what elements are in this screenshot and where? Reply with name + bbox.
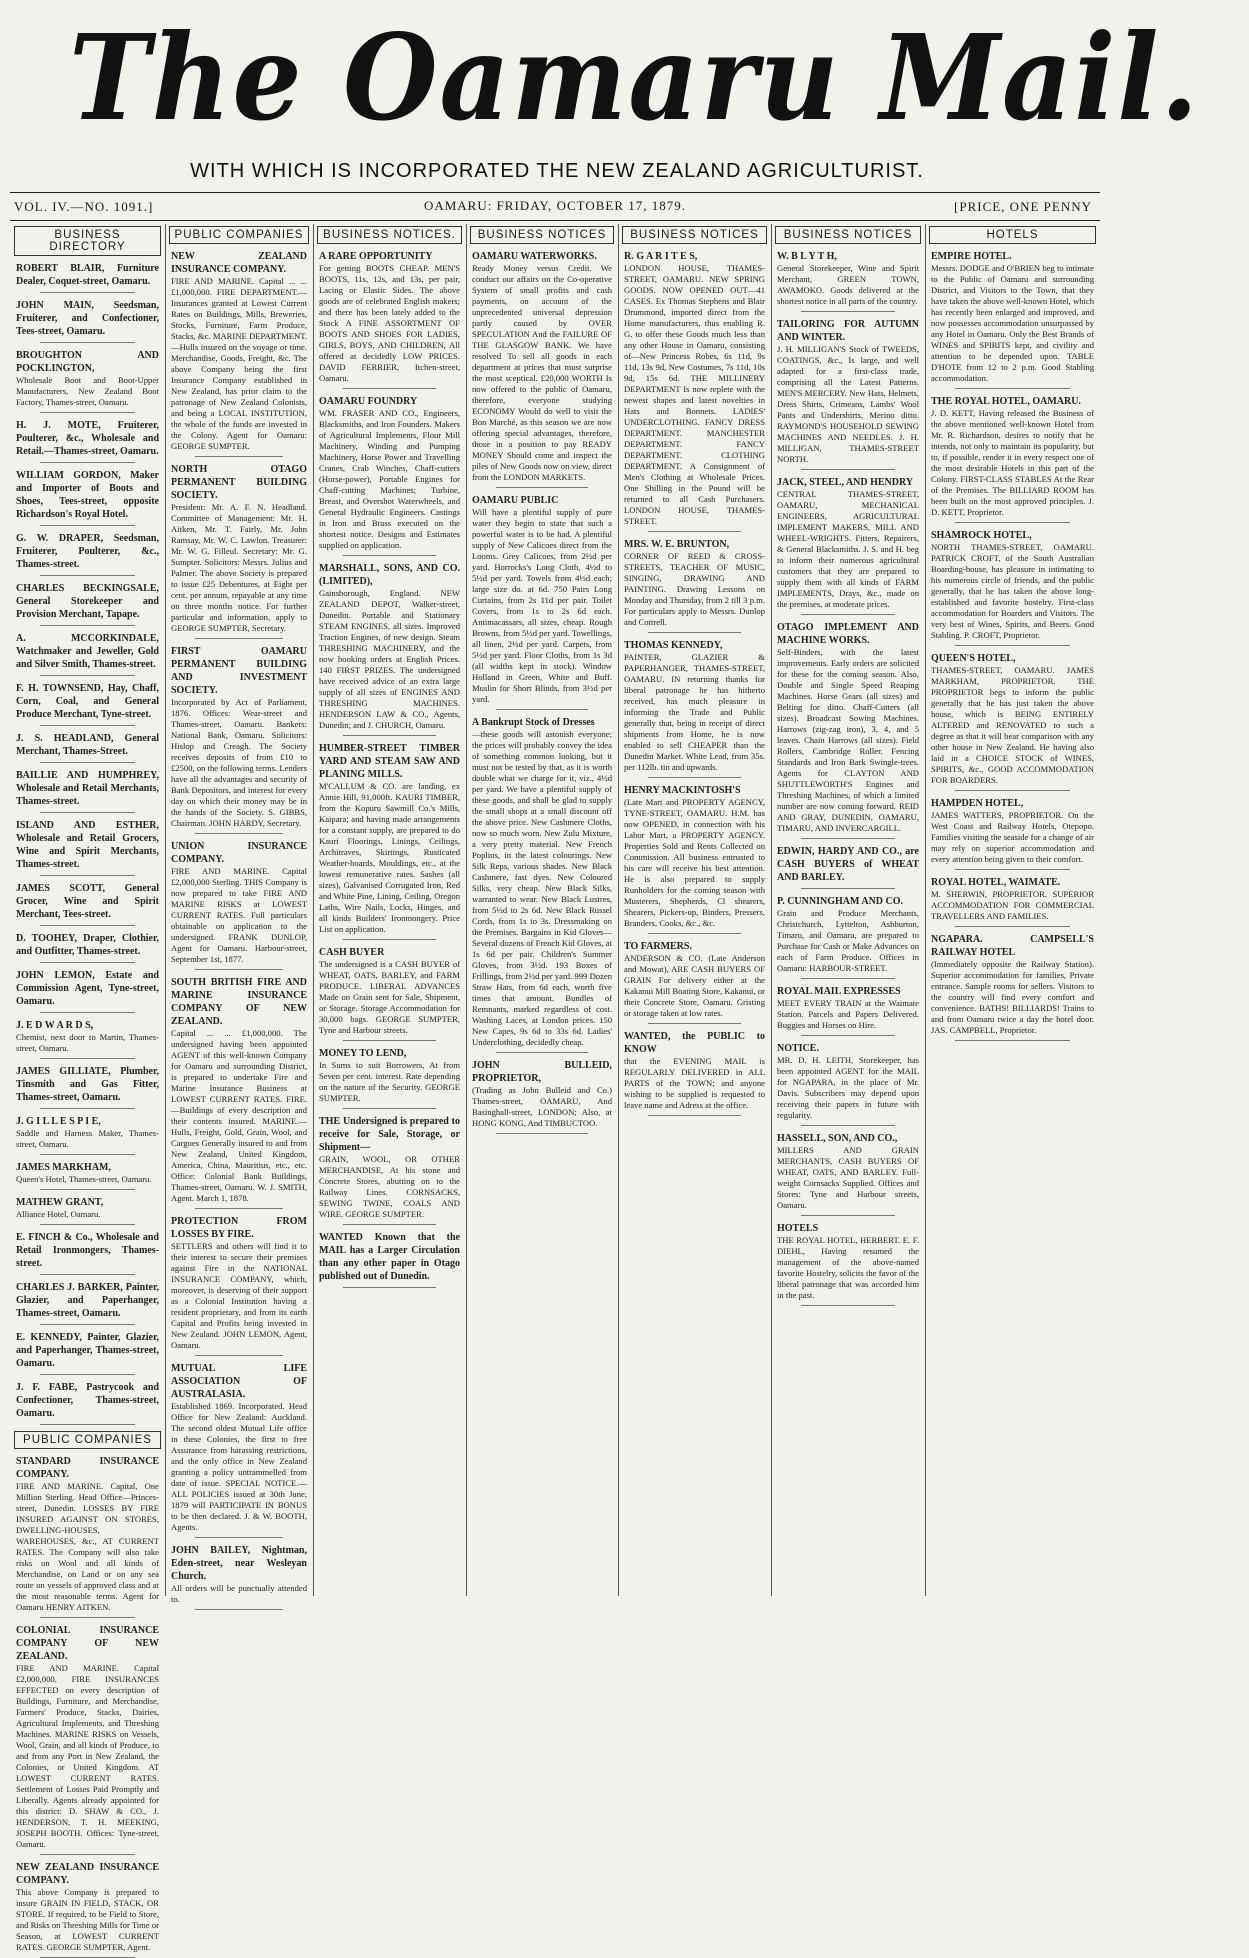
advertisement-divider xyxy=(343,1040,436,1041)
advertisement xyxy=(771,1042,925,1126)
advertisement-body: Wholesale Boot and Boot-Upper Manufacturers, New Zealand Boot Factory, Thames-street, Oamaru. xyxy=(16,375,159,407)
rule-top xyxy=(10,192,1100,193)
advertisement-body: President: Mr. A. F. N. Headland. Committee of Management: Mr. H. Aitken, Mr. T. Fairly, Mr. John Ramsay, Mr. W. C. Lawlon. Treasurer: Mr. W. G. Filleul. Secretary: Mr. G. Sumpter. Solicitors: Messrs. Julius and Palmer. The above Society is prepared to issue £25 Debentures, at Eight per cent. per annum, repayable at any time on three months notice. For further particular and information, apply to GEORGE SUMPTER, Secretary. xyxy=(171,502,307,633)
advertisement-title: JAMES SCOTT, General Grocer, Wine and Spirit Merchant, Tees-street. xyxy=(16,883,159,920)
column-5 xyxy=(618,224,772,1596)
advertisement-divider xyxy=(195,1208,283,1209)
advertisement-title: WILLIAM GORDON, Maker and Importer of Boots and Shoes, Tees-street, opposite Richardson's Royal Hotel. xyxy=(16,470,159,520)
advertisement-title: E. KENNEDY, Painter, Glazier, and Paperhanger, Thames-street, Oamaru. xyxy=(16,1332,159,1369)
advertisement-body: PAINTER, GLAZIER & PAPERHANGER, THAMES-STREET, OAMARU. IN returning thanks for liberal patronage he has hitherto received, has much pleasure in informing the Trade and Public generally that, being in receipt of direct shipments from Home, he is now enabled to sell CHEAPER than the Dunedin Market. White Lead, from 35s. per 112lb. tin and upwards. xyxy=(624,652,765,772)
advertisement-title: CASH BUYER xyxy=(319,947,385,958)
advertisement xyxy=(10,1161,165,1190)
advertisement-divider xyxy=(801,1125,895,1126)
column-heading: PUBLIC COMPANIES xyxy=(169,226,309,244)
advertisement xyxy=(10,299,165,343)
column-7 xyxy=(925,224,1100,1596)
advertisement xyxy=(165,1544,313,1610)
advertisement-title: QUEEN'S HOTEL, xyxy=(931,653,1016,664)
advertisement-body: JAMES WATTERS, PROPRIETOR. On the West Coast and Railway Hotels, Otepopo. Families visiting the seaside for a change of air may rely on superior accommodation and every attention being given to their comfort. xyxy=(931,810,1094,864)
column-6 xyxy=(771,224,926,1596)
advertisement-title: A Bankrupt Stock of Dresses xyxy=(472,717,595,728)
advertisement-title: JOHN BAILEY, Nightman, Eden-street, near Wesleyan Church. xyxy=(171,1545,307,1582)
advertisement-divider xyxy=(648,1115,741,1116)
dateline xyxy=(10,196,1100,218)
advertisement xyxy=(10,1381,165,1425)
advertisement-body: Messrs. DODGE and O'BRIEN beg to intimate to the Public of Oamaru and surrounding District, and Visitors to the Town, that they have taken the above well-known Hotel, which has recently been enlarged and improved, and now possesses accommodation unsurpassed by any Hotel in Oamaru. Only the Best Brands of WINES and SPIRITS kept, and civility and attention to be depended upon. TABLE D'HOTE from 12 to 2 p.m. Good Stabling accommodation. xyxy=(931,263,1094,383)
advertisement xyxy=(165,463,313,639)
advertisement-body: Chemist, next door to Martin, Thames-street, Oamaru. xyxy=(16,1032,159,1053)
advertisement-body: Self-Binders, with the latest improvements. Early orders are solicited for these for the coming season. Also, Double and Single Speed Reaping Machines. Horse Gears (all sizes) and Belting for ditto. Chaff-Cutters (all sizes). Broadcast Sowing Machines. Harrows (zig-zag iron), 3, 4, and 5 leaves. Chain Harrows (all sizes). Field Rollers, Cambridge Roller. Fencing Standards and Iron Bark Swingle-trees. Agents for CLAYTON AND SHUTTLEWORTH'S Engines and Threshing Machines, of which a limited number are now coming forward. REID AND GRAY, DUNEDIN, OAMARU, TIMARU, AND INVERCARGILL. xyxy=(777,647,919,833)
advertisement-body: All orders will be punctually attended to. xyxy=(171,1583,307,1604)
advertisement-body: GRAIN, WOOL, OR OTHER MERCHANDISE, At his stone and Concrete Stores, abutting on to the Railway Lines. CORNSACKS, SEWING TWINE, COALS AND WIRE. GEORGE SUMPTER. xyxy=(319,1154,460,1219)
advertisement-divider xyxy=(343,1108,436,1109)
advertisement-divider xyxy=(955,388,1070,389)
advertisement-divider xyxy=(40,675,135,676)
advertisement-title: A RARE OPPORTUNITY xyxy=(319,251,433,262)
advertisement-divider xyxy=(801,469,895,470)
advertisement-divider xyxy=(40,725,135,726)
advertisement-divider xyxy=(40,1108,135,1109)
advertisement-divider xyxy=(40,575,135,576)
advertisement-body: This above Company is prepared to insure GRAIN IN FIELD, STACK, OR STORE. If required, to be Field to Store, and Risks on Threshing Mills for Time or Season, at LOWEST CURRENT RATES. GEORGE SUMPTER, Agent. xyxy=(16,1887,159,1952)
column-2 xyxy=(165,224,314,1604)
advertisement-title: J. G I L L E S P I E, xyxy=(16,1116,101,1127)
advertisement xyxy=(925,395,1100,523)
advertisement-divider xyxy=(801,888,895,889)
advertisement-title: ISLAND AND ESTHER, Wholesale and Retail Grocers, Wine and Spirit Merchants, Thames-street. xyxy=(16,820,159,870)
advertisement-body: FIRE AND MARINE. Capital, One Million Sterling. Head Office—Princes-street, Dunedin. LOSSES BY FIRE INSURED AGAINST ON STORES, DWELLING-HOUSES, WAREHOUSES, &c., AT CURRENT RATES. The Company will also take risks on Wool and all kinds of Merchandise, on Land or on any sea route on vessels of approved class and at the most reasonable terms. Agent for Oamaru HENRY AITKEN. xyxy=(16,1481,159,1612)
advertisement xyxy=(10,1115,165,1155)
advertisement-body: FIRE AND MARINE. Capital £2,000,000 Sterling. THIS Company is now prepared to take FIRE AND MARINE RISKS at LOWEST CURRENT RATES. Full particulars obtainable on application to the undersigned. FRANK DUNLOP, Agent for Oamaru. Harbour-street, September 1st, 1877. xyxy=(171,866,307,964)
advertisement-title: MARSHALL, SONS, AND CO. (LIMITED), xyxy=(319,563,460,587)
advertisement xyxy=(313,742,466,940)
advertisement-divider xyxy=(40,1374,135,1375)
advertisement-body: (Late Mart and PROPERTY AGENCY, TYNE-STREET, OAMARU. H.M. has now OPENED, in connection with his Labor Mart, a PROPERTY AGENCY. Properties Sold and Rents Collected on Commission. All business entrusted to his care will receive his best attention. He is also prepared to supply Runholders for the coming season with Musterers, Shepherds, Cl shearers, Shearers, Pickers-up, Binders, Pressers, Branders, Cooks, &c., &c. xyxy=(624,797,765,928)
advertisement-divider xyxy=(496,1133,588,1134)
advertisement-body: Incorporated by Act of Parliament, 1876. Offices: Wear-street and Thames-street, Oamaru. Bankers: National Bank, Oamaru. Solicitors: Hislop and Creagh. The Society receives deposits of from £10 to £2500, on the following terms. Lenders have all the advantages and security of Bank Depositors, and interest for every day on which their money may be in the hands of the Society. S. GIBBS, Chairman. JOHN HARDY, Secretary. xyxy=(171,697,307,828)
advertisement xyxy=(771,250,925,312)
advertisement-title: NEW ZEALAND INSURANCE COMPANY. xyxy=(16,1862,159,1886)
advertisement-divider xyxy=(955,522,1070,523)
advertisement xyxy=(10,632,165,676)
advertisement-title: HUMBER-STREET TIMBER YARD AND STEAM SAW AND PLANING MILLS. xyxy=(319,743,460,780)
advertisement-divider xyxy=(955,926,1070,927)
advertisement-divider xyxy=(40,525,135,526)
advertisement-body: Saddle and Harness Maker, Thames-street, Oamaru. xyxy=(16,1128,159,1149)
advertisement-title: SHAMROCK HOTEL, xyxy=(931,530,1032,541)
advertisement-divider xyxy=(40,812,135,813)
advertisement-divider xyxy=(195,1537,283,1538)
advertisement-divider xyxy=(648,777,741,778)
advertisement-title: F. H. TOWNSEND, Hay, Chaff, Corn, Coal, and General Produce Merchant, Tyne-street. xyxy=(16,683,159,720)
advertisement-body: FIRE AND MARINE. Capital ... ... £1,000,000. FIRE DEPARTMENT.—Insurances granted at Lowest Current Rates on Buildings, Mills, Breweries, Stocks, Furniture, Farm Produce, Stacks, &c. MARINE DEPARTMENT.—Hulls insured on the voyage or time. Merchandise, Goods, Freight, &c. The above Company being the first Insurance Company established in New Zealand, has prior claim to the patronage of New Zealand Colonists, and being a LOCAL INSTITUTION, the whole of the funds are invested in the Colony. Agent for Oamaru: GEORGE SUMPTER. xyxy=(171,276,307,451)
advertisement-divider xyxy=(40,412,135,413)
advertisement-title: JOHN LEMON, Estate and Commission Agent, Tyne-street, Oamaru. xyxy=(16,970,159,1007)
advertisement-title: CHARLES BECKINGSALE, General Storekeeper and Provision Merchant, Tapape. xyxy=(16,583,159,620)
advertisement-title: CHARLES J. BARKER, Painter, Glazier, and Paperhanger, Thames-street, Oamaru. xyxy=(16,1282,159,1319)
column-1 xyxy=(10,224,166,1952)
masthead-subtitle: WITH WHICH IS INCORPORATED THE NEW ZEALAND AGRICULTURIST. xyxy=(190,160,924,182)
advertisement xyxy=(771,1132,925,1216)
advertisement-divider xyxy=(955,790,1070,791)
advertisement-title: NORTH OTAGO PERMANENT BUILDING SOCIETY. xyxy=(171,464,307,501)
advertisement-divider xyxy=(40,1324,135,1325)
advertisement xyxy=(618,250,771,532)
advertisement xyxy=(10,769,165,813)
advertisement-divider xyxy=(801,978,895,979)
advertisement-divider xyxy=(40,1189,135,1190)
advertisement-body: MILLERS AND GRAIN MERCHANTS, CASH BUYERS OF WHEAT, OATS, AND BARLEY. Full-weight Cornsacks Supplied. Offices and Stores: Tyne and Harbour streets, Oamaru. xyxy=(777,1145,919,1210)
advertisement-title: THOMAS KENNEDY, xyxy=(624,640,723,651)
advertisement-title: HENRY MACKINTOSH'S xyxy=(624,785,741,796)
advertisement-title: MUTUAL LIFE ASSOCIATION OF AUSTRALASIA. xyxy=(171,1363,307,1400)
advertisement xyxy=(10,1331,165,1375)
advertisement xyxy=(10,582,165,626)
advertisement-title: WANTED Known that the MAIL has a Larger Circulation than any other paper in Otago published out of Dunedin. xyxy=(319,1232,460,1282)
advertisement-divider xyxy=(343,1287,436,1288)
advertisement-body: —these goods will astonish everyone; the prices will probably convey the idea of something common looking, but it must not be tested by that, as it is worth double what we charge for it, viz., 4½d per yard. We have a plentiful supply of these goods, and shall be glad to supply the small shops at a small discount off the above price. New Cashmere Cloths, now so much worn. New Zulu Mixture, a very pretty material. New French Poplins, in the latest colourings. New Silk Reps, various shades. New Black Cashmere, fast dyes. New Coloured Silks, very cheap. New Black Silks, warranted to wear. New Black Lustres, from 5½d to 2s 6d. New Black Russel Cords, from 1s to 3s. Dressmaking on the Premises. Bargains in Kid Gloves—Several dozens of French Kid Gloves, at 1s 6d per pair. Children's Summer Gloves, from 3½d. 193 Boxes of Frillings, from 2½d per yard. 999 Dozen Straw Hats, from 6d each, worth five times that amount. Bundles of Remnants, marked regardless of cost. Washing Laces, at London prices. 150 New Capes, 9s 6d to 33s 6d. Ladies' Underclothing, decidedly cheap. xyxy=(472,729,612,1047)
advertisement xyxy=(313,1047,466,1109)
advertisement-body: General Storekeeper, Wine and Spirit Merchant, GREEN TOWN, AWAMOKO. Goods delivered at the shortest notice in all parts of the country. xyxy=(777,263,919,306)
advertisement xyxy=(10,969,165,1013)
column-heading: BUSINESS NOTICES xyxy=(622,226,767,244)
advertisement-divider xyxy=(40,1224,135,1225)
advertisement xyxy=(10,349,165,413)
advertisement-body: J. D. KETT, Having released the Business of the above mentioned well-known Hotel from Mr. R. Richardson, desires to notify that he intends, not only to maintain its popularity, but to, if possible, render it in every respect one of the most desirable Hotels in this part of the Colony. FIRST-CLASS STABLES At the Rear of the Premises. The BILLIARD ROOM has been built on the most approved principles. J. D. KETT, Proprietor. xyxy=(931,408,1094,517)
advertisement-title: W. B L Y T H, xyxy=(777,251,837,262)
advertisement-title: G. W. DRAPER, Seedsman, Fruiterer, Poulterer, &c., Thames-street. xyxy=(16,533,159,570)
advertisement xyxy=(10,1065,165,1109)
advertisement-title: COLONIAL INSURANCE COMPANY OF NEW ZEALAND. xyxy=(16,1625,159,1662)
advertisement-title: E. FINCH & Co., Wholesale and Retail Ironmongers, Thames-street. xyxy=(16,1232,159,1269)
advertisement-title: EMPIRE HOTEL. xyxy=(931,251,1012,262)
advertisement-divider xyxy=(195,456,283,457)
advertisement-body: The undersigned is a CASH BUYER of WHEAT, OATS, BARLEY, and FARM PRODUCE. LIBERAL ADVANCES Made on Grain sent for Sale, Shipment, or Storage. Storage Accommodation for 30,000 bags. GEORGE SUMPTER, Tyne and Harbour streets. xyxy=(319,959,460,1035)
issue-date: OAMARU: FRIDAY, OCTOBER 17, 1879. xyxy=(423,198,687,213)
advertisement-body: CENTRAL THAMES-STREET, OAMARU, MECHANICAL ENGINEERS, AGRICULTURAL IMPLEMENT MAKERS, MILL AND WHEEL-WRIGHTS. Fitters, Repairers, & General Blacksmiths. J. S. and H. beg to inform their numerous agricultural customers that they are prepared to supply them with all kinds of FARM IMPLEMENTS, Drays, &c., made on the premises, at moderate prices. xyxy=(777,489,919,609)
advertisement-title: HOTELS xyxy=(777,1223,819,1234)
volume-number: VOL. IV.—NO. 1091.] xyxy=(14,199,154,214)
advertisement-body: M. SHERWIN, PROPRIETOR. SUPERIOR ACCOMMODATION FOR COMMERCIAL TRAVELLERS AND FAMILIES. xyxy=(931,889,1094,921)
advertisement-divider xyxy=(496,709,588,710)
advertisement-body: In Sums to suit Borrowers, At from Seven per cent. interest. Rate depending on the nature of the Security. GEORGE SUMPTER. xyxy=(319,1060,460,1103)
advertisement-title: THE Undersigned is prepared to receive for Sale, Storage, or Shipment— xyxy=(319,1116,460,1153)
advertisement xyxy=(165,645,313,834)
advertisement-title: JOHN MAIN, Seedsman, Fruiterer, and Confectioner, Tees-street, Oamaru. xyxy=(16,300,159,337)
column-heading: HOTELS xyxy=(929,226,1096,244)
advertisement xyxy=(618,1030,771,1116)
rule-bottom xyxy=(10,220,1100,221)
advertisement-divider xyxy=(40,1154,135,1155)
advertisement-title: JAMES GILLIATE, Plumber, Tinsmith and Gas Fitter, Thames-street, Oamaru. xyxy=(16,1066,159,1103)
advertisement-title: EDWIN, HARDY AND CO., are CASH BUYERS of WHEAT AND BARLEY. xyxy=(777,846,919,883)
advertisement-body: Will have a plentiful supply of pure water they begin to state that such a powerful water is to be had. A plentiful supply of New Calicoes direct from the Looms. Grey Calicoes, from 2½d per yard. Horrocks's Long Cloth, 4½d to 5½d per yard. Towels from 4½d each; large size do. at 6d. 750 Pairs Long Curtains, from 2s 11d per pair. Toilet Covers, from 1s to 2s 6d each. Antimacassars, all sizes, cheap. Rough Browns, from 5½d per yard. Towellings, all linen, 2½d per yard. Carpets, from 5½d per yard. Floor Cloths, from 1s 3d (all widths kept in stock). Window Holland in Green, White and Buff. Muslin for Short Blinds, from 3½d per yard. xyxy=(472,507,612,704)
advertisement-title: PROTECTION FROM LOSSES BY FIRE. xyxy=(171,1216,307,1240)
advertisement xyxy=(618,940,771,1024)
advertisement-body: M'CALLUM & CO. are landing, ex Annie Hill, 91,000ft. KAURI TIMBER, from the Kopuru Sawmill Co.'s Mills, Kaipara; and having made arrangements for a constant supply, are prepared to do Kauri Floorings, Linings, Ceilings, Architraves, Skirtings, Rusticated Weather-boards, Mouldings, etc., at the lowest remunerative rates. Sashes (all sizes), Galvanised Corrugated Iron, Red and White Pine, Lining, Ceiling, Oregon Laths, Wire Nails, Locks, Hinges, and all kinds Builders' Ironmongery. Price List on application. xyxy=(319,781,460,934)
advertisement xyxy=(771,895,925,979)
advertisement xyxy=(925,933,1100,1041)
advertisement-divider xyxy=(40,1617,135,1618)
advertisement xyxy=(925,797,1100,870)
advertisement-title: HAMPDEN HOTEL, xyxy=(931,798,1024,809)
advertisement-divider xyxy=(648,632,741,633)
advertisement-divider xyxy=(40,1854,135,1855)
advertisement xyxy=(10,1624,165,1855)
advertisement xyxy=(10,1861,165,1958)
advertisement-body: Alliance Hotel, Oamaru. xyxy=(16,1209,101,1219)
advertisement-body: NORTH THAMES-STREET, OAMARU. PATRICK CROFT, of the South Australian Boarding-house, has pleasure in intimating to his numerous circle of friends, and the public generally, that he has taken the above long-established and favorite hostelry. First-class accommodation for Boarders and Visitors. The very best of Wines, Spirits, and Beers. Good Stabling. P. CROFT, Proprietor. xyxy=(931,542,1094,640)
advertisement xyxy=(10,1231,165,1275)
advertisement xyxy=(10,1281,165,1325)
advertisement-divider xyxy=(40,925,135,926)
advertisement-title: JACK, STEEL, AND HENDRY xyxy=(777,477,914,488)
advertisement xyxy=(313,946,466,1041)
advertisement-divider xyxy=(40,1058,135,1059)
advertisement-divider xyxy=(40,342,135,343)
advertisement-divider xyxy=(40,1274,135,1275)
issue-price: [PRICE, ONE PENNY xyxy=(954,199,1092,214)
advertisement-body: CORNER OF REED & CROSS-STREETS, TEACHER OF MUSIC, SINGING, DRAWING AND PAINTING. Drawing Lessons on Monday and Thursday, from 2 till 3 p.m. For particulars apply to Messrs. Dunlop and Cottrell. xyxy=(624,551,765,627)
advertisement-title: OAMARU WATERWORKS. xyxy=(472,251,597,262)
advertisement-divider xyxy=(40,1424,135,1425)
advertisement-divider xyxy=(195,833,283,834)
advertisement-body: WM. FRASER AND CO., Engineers, Blacksmiths, and Iron Founders. Makers of Agricultural Implements, Flour Mill Machinery, Winding and Pumping Machinery, Horse Power and Travelling Cranes, Crab Winches, Chaff-cutters (Horse-power), Portable Engines for Chaff-cutting Machines; Turbine, Breast, and Overshot Waterwheels, and General Hydraulic Engineers. Castings in Iron and Brass executed on the shortest notice. Designs and Estimates supplied on application. xyxy=(319,408,460,550)
advertisement-title: NGAPARA. CAMPSELL'S RAILWAY HOTEL xyxy=(931,934,1094,958)
advertisement xyxy=(466,716,618,1053)
advertisement-divider xyxy=(955,869,1070,870)
advertisement xyxy=(313,1115,466,1225)
advertisement-title: R. G A R I T E S, xyxy=(624,251,698,262)
column-heading: BUSINESS NOTICES. xyxy=(317,226,462,244)
advertisement-body: SETTLERS and others will find it to their interest to secure their premises against Fire in the NATIONAL INSURANCE COMPANY, which, moreover, is deserving of their support as a Colonial Institution having a resident proprietary, and from its earth Capital and Profits being invested in New Zealand. JOHN LEMON, Agent, Oamaru. xyxy=(171,1241,307,1350)
column-heading: BUSINESS NOTICES xyxy=(470,226,614,244)
advertisement-divider xyxy=(195,638,283,639)
masthead-title: The Oamaru Mail. xyxy=(69,8,1201,147)
advertisement xyxy=(313,395,466,556)
advertisement-body: For getting BOOTS CHEAP. MEN'S BOOTS, 11s, 12s, and 13s, per pair, Lacing or Elastic Sides. The above goods are of celebrated English makers; and there has been lately added to the Stock A FINE ASSORTMENT OF BOOTS AND SHOES FOR LADIES, GIRLS, BOYS, AND CHILDREN, All offered at decidedly LOW PRICES. DAVID FERRIER, Itchen-street, Oamaru. xyxy=(319,263,460,383)
advertisement-divider xyxy=(496,1052,588,1053)
advertisement-title: STANDARD INSURANCE COMPANY. xyxy=(16,1456,159,1480)
advertisement-title: NOTICE. xyxy=(777,1043,819,1054)
advertisement-body: MEET EVERY TRAIN at the Waimate Station. Parcels and Papers Delivered. Buggies and Horses on Hire. xyxy=(777,998,919,1030)
advertisement-body: Gainsborough, England. NEW ZEALAND DEPOT, Walker-street, Dunedin. Portable and Stationary STEAM ENGINES, all sizes. Improved Traction Engines, of new design. Steam THRESHING MACHINERY, and the now booking orders at English Prices. 140 FIRST PRIZES. The undersigned have received advice of an extra large supply of all sizes of ENGINES AND THRESHING MACHINES. HENDERSON LAW & CO., Agents, Dunedin; and J. CHURCH, Oamaru. xyxy=(319,588,460,730)
advertisement-divider xyxy=(801,614,895,615)
advertisement-body: J. H. MILLIGAN'S Stock of TWEEDS, COATINGS, &c., Is large, and well adapted for a first-class trade, comprising all the Latest Patterns. MEN'S MERCERY. New Hats, Helmets, Dress Shirts, Crimeans, Lambs' Wool Pants and Undershirts, Merino ditto. RAYMOND'S HOUSEHOLD SEWING MACHINES AND NEEDLES. J. H. MILLIGAN, THAMES-STREET NORTH. xyxy=(777,344,919,464)
column-heading: BUSINESS DIRECTORY xyxy=(14,226,161,256)
advertisement-title: WANTED, the PUBLIC to KNOW xyxy=(624,1031,765,1055)
advertisement-title: OTAGO IMPLEMENT AND MACHINE WORKS. xyxy=(777,622,919,646)
advertisement-divider xyxy=(343,735,436,736)
advertisement xyxy=(165,250,313,457)
advertisement xyxy=(10,532,165,576)
advertisement xyxy=(618,538,771,633)
advertisement-title: H. J. MOTE, Fruiterer, Poulterer, &c., Wholesale and Retail.—Thames-street, Oamaru. xyxy=(16,420,159,457)
advertisement xyxy=(10,682,165,726)
advertisement-title: FIRST OAMARU PERMANENT BUILDING AND INVESTMENT SOCIETY. xyxy=(171,646,307,696)
advertisement-divider xyxy=(801,838,895,839)
advertisement-body: ANDERSON & CO. (Late Anderson and Mowat), ARE CASH BUYERS OF GRAIN For delivery either at the Kakanui Mill Boating Store, Kakanui, or their Concrete Store, Oamaru. Gristing or storage taken at low rates. xyxy=(624,953,765,1018)
advertisement xyxy=(771,476,925,615)
advertisement-divider xyxy=(648,531,741,532)
advertisement xyxy=(771,1222,925,1306)
advertisement-divider xyxy=(343,555,436,556)
advertisement xyxy=(165,976,313,1209)
advertisement xyxy=(925,876,1100,927)
advertisement xyxy=(10,1019,165,1059)
advertisement-title: J. E D W A R D S, xyxy=(16,1020,94,1031)
advertisement-body: MR. D. H. LEITH, Storekeeper, has been appointed AGENT for the MAIL for NGAPARA, in the place of Mr. Davis. Subscribers may depend upon receiving their papers in future with regularity. xyxy=(777,1055,919,1120)
advertisement-title: MRS. W. E. BRUNTON, xyxy=(624,539,730,550)
advertisement-body: Grain and Produce Merchants, Christchurch, Lyttelton, Ashburton, Timaru, and Oamaru, are prepared to Purchase for Cash or Make Advances on each of Farm Produce. Offices in Oamaru: HARBOUR-STREET. xyxy=(777,908,919,973)
advertisement-body: LONDON HOUSE, THAMES-STREET, OAMARU. NEW SPRING GOODS. NOW OPENED OUT—41 CASES. Ex Thomas Stephens and Blair Drummond, imported direct from the Home manufacturers, thus enabling R. G. to offer these Goods much less than any other House in Oamaru, consisting of—New Princess Robes, 6s 11d, 9s 11d, 13s 9d, New Costumes, 7s 11d, 10s 9d, 15s 6d. THE MILLINERY DEPARTMENT Is now replete with the newest shapes and latest novelties in Hats and Bonnets. LADIES' UNDERCLOTHING. FANCY DRESS DEPARTMENT. MANCHESTER DEPARTMENT. FANCY DEPARTMENT. CLOTHING DEPARTMENT. A Consignment of Men's Clothing at Wholesale Prices. One Shilling in the Pound will be returned to all Cash Purchasers. LONDON HOUSE, THAMES-STREET. xyxy=(624,263,765,526)
advertisement xyxy=(10,1455,165,1618)
advertisement xyxy=(165,840,313,970)
advertisement xyxy=(466,1059,618,1134)
advertisement xyxy=(771,621,925,839)
advertisement xyxy=(925,250,1100,389)
advertisement-title: D. TOOHEY, Draper, Clothier, and Outfitter, Thames-street. xyxy=(16,933,159,957)
advertisement xyxy=(313,562,466,736)
advertisement xyxy=(10,419,165,463)
advertisement-body: that the EVENING MAIL is REGULARLY DELIVERED in ALL PARTS of the TOWN; and anyone wishing to be supplied is requested to leave name and Adress at the office. xyxy=(624,1056,765,1110)
advertisement-title: MONEY TO LEND, xyxy=(319,1048,407,1059)
advertisement xyxy=(925,529,1100,646)
advertisement xyxy=(771,985,925,1036)
advertisement-title: JAMES MARKHAM, xyxy=(16,1162,111,1173)
advertisement-divider xyxy=(648,933,741,934)
advertisement xyxy=(618,784,771,934)
advertisement-title: ROYAL MAIL EXPRESSES xyxy=(777,986,901,997)
advertisement-divider xyxy=(343,388,436,389)
advertisement xyxy=(618,639,771,778)
column-3 xyxy=(313,224,467,1596)
advertisement-title: OAMARU FOUNDRY xyxy=(319,396,418,407)
advertisement xyxy=(10,819,165,876)
advertisement-title: SOUTH BRITISH FIRE AND MARINE INSURANCE COMPANY OF NEW ZEALAND. xyxy=(171,977,307,1027)
advertisement-title: NEW ZEALAND INSURANCE COMPANY. xyxy=(171,251,307,275)
advertisement xyxy=(10,1196,165,1225)
advertisement xyxy=(466,250,618,488)
advertisement-divider xyxy=(195,969,283,970)
advertisement xyxy=(165,1362,313,1538)
advertisement xyxy=(10,882,165,926)
advertisement-body: (Immediately opposite the Railway Station). Superior accommodation for families, Private entrance. Sample rooms for sellers. Visitors to the country will find every comfort and convenience. BATHS! BILLIARDS! Trains to and from Oamaru twice a day the hotel door. JAS. CAMPBELL, Proprietor. xyxy=(931,959,1094,1035)
advertisement-divider xyxy=(40,962,135,963)
column-heading: PUBLIC COMPANIES xyxy=(14,1431,161,1449)
advertisement xyxy=(925,652,1100,791)
advertisement-divider xyxy=(801,311,895,312)
advertisement-divider xyxy=(195,1355,283,1356)
advertisement-body: FIRE AND MARINE. Capital £2,000,000. FIRE INSURANCES EFFECTED on every description of Buildings, Furniture, and Merchandise, Farmers' Produce, Stacks, Dairies, Agricultural Implements, and Threshing Machines. MARINE RISKS on Vessels, Wool, Grain, and all kinds of Produce, to and from any Port in New Zealand, the Colonies, or United Kingdom. AT LOWEST CURRENT RATES. Settlement of Losses Paid Promptly and Liberally. Agents already appointed for this district: D. SHAW & CO., J. HENDERSON, T. H. MEEKING, JOSEPH BOOTH. Offices: Tyne-street, Oamaru. xyxy=(16,1663,159,1849)
advertisement-title: TAILORING FOR AUTUMN AND WINTER. xyxy=(777,319,919,343)
advertisement-body: Ready Money versus Credit. We conduct our affairs on the Co-operative System of small profits and cash payments, on account of the unprecedented universal depression partly caused by OVER SPECULATION And the FAILURE OF THE GLASGOW BANK. We have resolved To sell all goods in each department at prices that must surprise the most sceptical. £20,000 WORTH Is now offered to the public of Oamaru, therefore, everyone studying ECONOMY Would do well to visit the Bon Marché, as this season we are now offering special advantages, therefore, those in a position to pay READY MONEY Should come and inspect the piles of New Goods now on view, direct from the LONDON MARKETS. xyxy=(472,263,612,482)
advertisement-title: TO FARMERS. xyxy=(624,941,692,952)
advertisement-title: J. S. HEADLAND, General Merchant, Thames-Street. xyxy=(16,733,159,757)
advertisement-divider xyxy=(343,1224,436,1225)
advertisement-title: ROYAL HOTEL, WAIMATE. xyxy=(931,877,1061,888)
advertisement-divider xyxy=(40,292,135,293)
advertisement-title: JOHN BULLEID, PROPRIETOR, xyxy=(472,1060,612,1084)
advertisement-divider xyxy=(343,939,436,940)
advertisement-divider xyxy=(648,1023,741,1024)
advertisement xyxy=(771,845,925,889)
advertisement-title: P. CUNNINGHAM AND CO. xyxy=(777,896,904,907)
advertisement-title: BROUGHTON AND POCKLINGTON, xyxy=(16,350,159,374)
advertisement-title: ROBERT BLAIR, Furniture Dealer, Coquet-street, Oamaru. xyxy=(16,263,159,287)
advertisement-divider xyxy=(40,462,135,463)
advertisement-divider xyxy=(801,1215,895,1216)
advertisement-body: (Trading as John Bulleid and Co.) Thames-street, OAMARU, And Basinghall-street, LONDON; Also, at HONG KONG, And TIMBUCTOO. xyxy=(472,1085,612,1128)
advertisement-title: MATHEW GRANT, xyxy=(16,1197,104,1208)
advertisement-body: Capital ... ... £1,000,000. The undersigned having been appointed AGENT of this well-known Company for Oamaru and surrounding District, is prepared to undertake Fire and Marine Insurance Business at LOWEST CURRENT RATES. FIRE.—Buildings of every description and their contents insured. MARINE.—Hulls, Freight, Gold, Grain, Wool, and Cargoes Generally insured to and from New Zealand, United Kingdom, America, China, Mauritius, etc., etc. Office: Colonial Bank Buildings, Thames-street, Oamaru. W. J. SMITH, Agent. March 1, 1878. xyxy=(171,1028,307,1203)
advertisement-divider xyxy=(801,1035,895,1036)
advertisement-divider xyxy=(955,645,1070,646)
advertisement-divider xyxy=(195,1609,283,1610)
column-heading: BUSINESS NOTICES xyxy=(775,226,921,244)
column-4 xyxy=(466,224,619,1596)
advertisement-title: THE ROYAL HOTEL, OAMARU. xyxy=(931,396,1081,407)
advertisement xyxy=(771,318,925,470)
advertisement-body: THE ROYAL HOTEL, HERBERT. E. F. DIEHL, Having resumed the management of the above-named favorite Hostelry, solicits the favor of the liberal patronage that was accorded him in the past. xyxy=(777,1235,919,1300)
advertisement-body: Queen's Hotel, Thames-street, Oamaru. xyxy=(16,1174,152,1184)
advertisement-divider xyxy=(801,1305,895,1306)
advertisement xyxy=(313,1231,466,1288)
advertisement-title: UNION INSURANCE COMPANY. xyxy=(171,841,307,865)
masthead xyxy=(20,8,1201,148)
advertisement-title: A. MCCORKINDALE, Watchmaker and Jeweller, Gold and Silver Smith, Thames-street. xyxy=(16,633,159,670)
advertisement-title: OAMARU PUBLIC xyxy=(472,495,559,506)
advertisement-divider xyxy=(496,487,588,488)
advertisement xyxy=(165,1215,313,1356)
advertisement xyxy=(10,932,165,963)
advertisement xyxy=(10,469,165,526)
advertisement xyxy=(10,732,165,763)
advertisement-divider xyxy=(40,762,135,763)
advertisement-body: Established 1869. Incorporated. Head Office for New Zealand: Auckland. The second oldest Mutual Life office in these Colonies, the first to free Assurance from harassing restrictions, and the only office in New Zealand granting a policy untrammelled from date of issue. SPECIAL NOTICE.—ALL POLICIES issued at 30th June, 1879 will PARTICIPATE IN BONUS to be then declared. J. & W. BOOTH, Agents. xyxy=(171,1401,307,1532)
advertisement-title: BAILLIE AND HUMPHREY, Wholesale and Retail Merchants, Thames-street. xyxy=(16,770,159,807)
advertisement-divider xyxy=(40,875,135,876)
advertisement-title: J. F. FABE, Pastrycook and Confectioner, Thames-street, Oamaru. xyxy=(16,1382,159,1419)
advertisement xyxy=(466,494,618,710)
advertisement-divider xyxy=(40,625,135,626)
advertisement xyxy=(313,250,466,389)
advertisement-title: HASSELL, SON, AND CO., xyxy=(777,1133,898,1144)
advertisement-divider xyxy=(40,1012,135,1013)
advertisement-divider xyxy=(955,1040,1070,1041)
advertisement xyxy=(10,262,165,293)
advertisement-body: THAMES-STREET, OAMARU. JAMES MARKHAM, PROPRIETOR. THE PROPRIETOR begs to inform the public generally that he has just taken the above house, which is BEING ENTIRELY ALTERED and RENOVATED to such a degree as that it will bear comparison with any other house in New Zealand. He having also laid in a CHOICE STOCK of WINES, SPIRITS, &c., GOOD ACCOMMODATION FOR BOARDERS. xyxy=(931,665,1094,785)
